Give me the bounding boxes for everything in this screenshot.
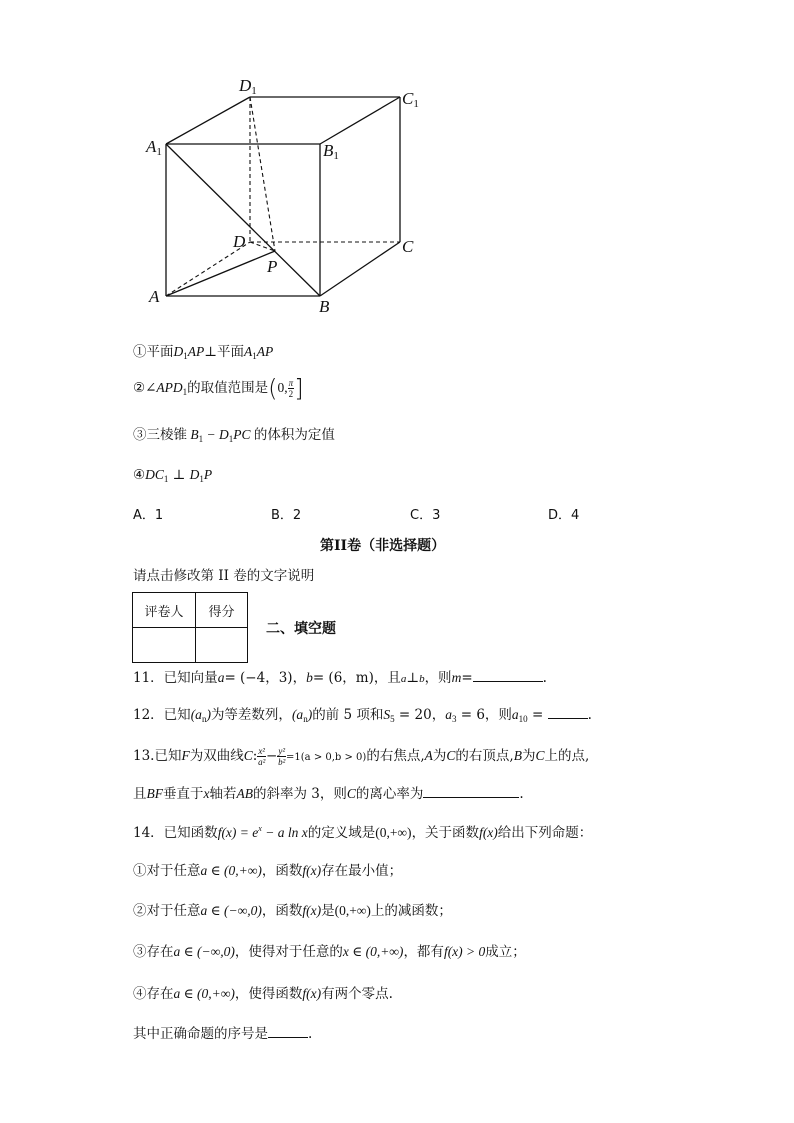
question-14-stem: 14．已知函数$f(x) = e^x - a$ ln x的定义域是(0,+∞)，关于函数f(x)给出下列命题： (133, 824, 593, 841)
question-14-prop-4: ④存在a ∈ (0,+∞)，使得函数f(x)有两个零点. (133, 986, 393, 1002)
label-d1: D1 (239, 76, 257, 97)
statement-1: ①平面$D_1AP\perp$平面$A_1AP$ (133, 344, 274, 361)
question-11: 11．已知向量a= (−4，3)，b= (6，m)，且a⊥b，则m= . (133, 670, 547, 686)
option-d: D．4 (548, 508, 580, 523)
cube-figure (140, 72, 440, 322)
statement-4: $④DC_1$ ⊥ $D_1P$ (133, 467, 213, 484)
label-a1: A1 (146, 137, 162, 158)
option-a: A．1 (133, 508, 164, 523)
label-c1: C1 (402, 89, 419, 110)
score-table (132, 592, 248, 663)
answer-blank-11[interactable] (473, 668, 543, 682)
option-c: C．3 (410, 508, 441, 523)
section-fill-blank: 二、填空题 (266, 621, 336, 637)
answer-blank-14[interactable] (268, 1024, 308, 1038)
question-12: 12．已知$(a_n)$为等差数列，$(a_n)$的前 5 项和$S_5 = 20$，$a_3 = 6$，则$a_{10}$ = . (133, 707, 592, 724)
label-a: A (149, 287, 160, 306)
grader-header: 评卷人 (133, 593, 196, 628)
question-14-prop-3: ③存在a ∈ (−∞,0)，使得对于任意的x ∈ (0,+∞)，都有f(x) > 0成立； (133, 944, 526, 960)
grader-cell[interactable] (133, 628, 196, 663)
question-14-prop-2: ②对于任意a ∈ (−∞,0)，函数f(x)是(0,+∞)上的减函数； (133, 903, 452, 919)
statement-2: $②\angle APD_1$的取值范围是(0, $\frac{\pi}{2}$ ] (133, 374, 304, 403)
part2-note[interactable]: 请点击修改第 II 卷的文字说明 (133, 568, 315, 584)
label-b: B (319, 297, 330, 316)
question-13-line1: 13.已知F为双曲线C: $\frac{\text{x²}}{\text{a²}}$ − $\frac{\text{y²}}{\text{b²}}$ =1(a > 0,b > 0)的右焦点,A为C的右顶点,B为C上的点, (133, 746, 590, 767)
score-header: 得分 (196, 593, 248, 628)
option-b: B．2 (271, 508, 302, 523)
question-14-final: 其中正确命题的序号是 . (133, 1026, 313, 1042)
part2-title: 第II卷（非选择题） (320, 538, 446, 554)
question-13-line2: 且BF垂直于x轴若AB的斜率为 3，则C的离心率为 . (133, 786, 524, 802)
label-p: P (267, 257, 278, 276)
label-d: D (233, 232, 246, 251)
statement-3: ③三棱锥 $B_1 - D_1PC$ 的体积为定值 (133, 427, 335, 444)
label-c: C (402, 237, 414, 256)
label-b1: B1 (323, 141, 339, 162)
question-14-prop-1: ①对于任意a ∈ (0,+∞)，函数f(x)存在最小值； (133, 863, 403, 879)
answer-blank-13[interactable] (423, 784, 519, 798)
score-cell[interactable] (196, 628, 248, 663)
answer-blank-12[interactable] (548, 705, 588, 719)
